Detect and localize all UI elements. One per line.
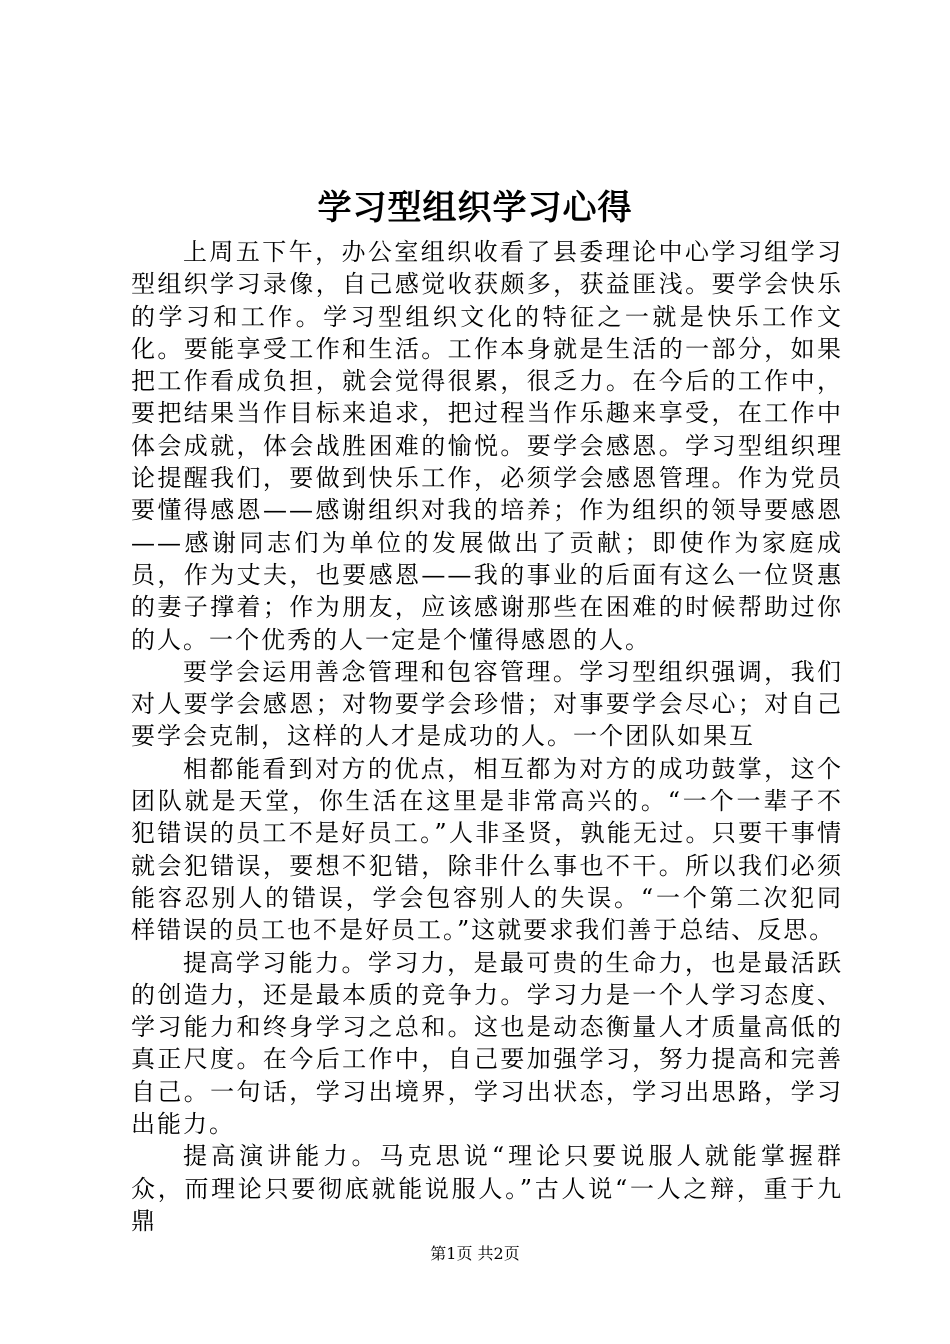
document-body (131, 236, 843, 1237)
paragraph: 上周五下午，办公室组织收看了县委理论中心学习组学习型组织学习录像，自己感觉收获颇多，获益匪浅。要学会快乐的学习和工作。学习型组织文化的特征之一就是快乐工作文化。要能享受工作和生活。工作本身就是生活的一部分，如果把工作看成负担，就会觉得很累，很乏力。在今后的工作中，要把结果当作目标来追求，把过程当作乐趣来享受，在工作中体会成就，体会战胜困难的愉悦。要学会感恩。学习型组织理论提醒我们，要做到快乐工作，必须学会感恩管理。作为党员要懂得感恩——感谢组织对我的培养；作为组织的领导要感恩——感谢同志们为单位的发展做出了贡献；即使作为家庭成员，作为丈夫，也要感恩——我的事业的后面有这么一位贤惠的妻子撑着；作为朋友，应该感谢那些在困难的时候帮助过你的人。一个优秀的人一定是个懂得感恩的人。 (131, 238, 843, 654)
paragraph: 要学会运用善念管理和包容管理。学习型组织强调，我们对人要学会感恩；对物要学会珍惜；对事要学会尽心；对自己要学会克制，这样的人才是成功的人。一个团队如果互 (131, 657, 843, 751)
paragraph: 相都能看到对方的优点，相互都为对方的成功鼓掌，这个团队就是天堂，你生活在这里是非常高兴的。“一个一辈子不犯错误的员工不是好员工。”人非圣贤，孰能无过。只要干事情就会犯错误，要想不犯错，除非什么事也不干。所以我们必须能容忍别人的错误，学会包容别人的失误。“一个第二次犯同样错误的员工也不是好员工。”这就要求我们善于总结、反思。 (131, 754, 843, 945)
page-title: 学习型组织学习心得 (317, 188, 633, 228)
paragraph: 提高学习能力。学习力，是最可贵的生命力，也是最活跃的创造力，还是最本质的竞争力。学习力是一个人学习态度、学习能力和终身学习之总和。这也是动态衡量人才质量高低的真正尺度。在今后工作中，自己要加强学习，努力提高和完善自己。一句话，学习出境界，学习出状态，学习出思路，学习出能力。 (131, 948, 843, 1139)
paragraph: 提高演讲能力。马克思说“理论只要说服人就能掌握群众，而理论只要彻底就能说服人。”古人说“一人之辩，重于九鼎 (131, 1142, 843, 1235)
page-number-footer: 第1页 共2页 (430, 1244, 520, 1263)
